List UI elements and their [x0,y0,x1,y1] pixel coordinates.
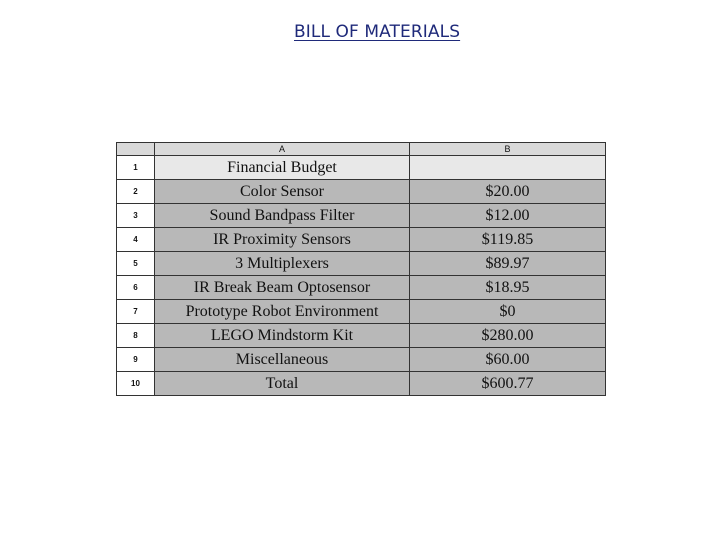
table-row [117,204,606,228]
row-header[interactable]: 7 [117,300,155,324]
cell-a[interactable]: Color Sensor [155,180,410,204]
table-row [117,252,606,276]
cell-b[interactable]: $89.97 [410,252,606,276]
table-row [117,324,606,348]
table-row [117,180,606,204]
row-header[interactable]: 1 [117,156,155,180]
cell-a[interactable]: Miscellaneous [155,348,410,372]
cell-a[interactable]: IR Break Beam Optosensor [155,276,410,300]
row-header[interactable]: 8 [117,324,155,348]
cell-b[interactable]: $60.00 [410,348,606,372]
cell-b[interactable]: $600.77 [410,372,606,396]
spreadsheet-table [116,142,606,396]
table-row [117,156,606,180]
row-header[interactable]: 5 [117,252,155,276]
table-row [117,372,606,396]
table-row [117,300,606,324]
cell-a[interactable]: LEGO Mindstorm Kit [155,324,410,348]
table-row [117,276,606,300]
table-row [117,228,606,252]
row-header[interactable]: 3 [117,204,155,228]
row-header[interactable]: 10 [117,372,155,396]
corner-cell[interactable] [117,143,155,156]
row-header[interactable]: 4 [117,228,155,252]
cell-b[interactable]: $12.00 [410,204,606,228]
cell-b[interactable]: $280.00 [410,324,606,348]
cell-b[interactable]: $20.00 [410,180,606,204]
cell-a[interactable]: 3 Multiplexers [155,252,410,276]
cell-b[interactable]: $119.85 [410,228,606,252]
row-header[interactable]: 9 [117,348,155,372]
cell-b[interactable]: $18.95 [410,276,606,300]
cell-a[interactable]: Financial Budget [155,156,410,180]
column-header-a[interactable]: A [155,143,410,156]
cell-b[interactable]: $0 [410,300,606,324]
row-header[interactable]: 6 [117,276,155,300]
cell-b[interactable] [410,156,606,180]
cell-a[interactable]: Prototype Robot Environment [155,300,410,324]
column-header-row [117,143,606,156]
cell-a[interactable]: IR Proximity Sensors [155,228,410,252]
page-title: BILL OF MATERIALS [294,22,461,42]
cell-a[interactable]: Sound Bandpass Filter [155,204,410,228]
column-header-b[interactable]: B [410,143,606,156]
row-header[interactable]: 2 [117,180,155,204]
table-row [117,348,606,372]
cell-a[interactable]: Total [155,372,410,396]
